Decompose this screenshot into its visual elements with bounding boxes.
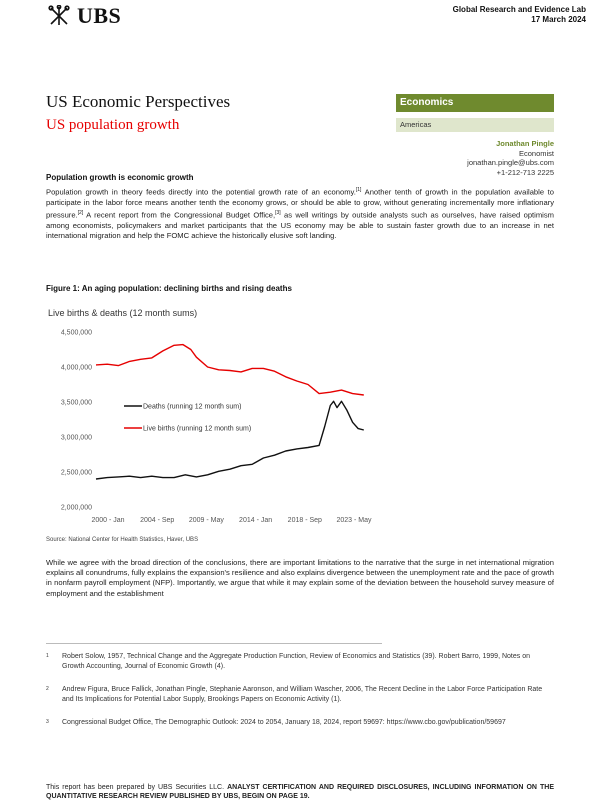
author-phone: +1-212-713 2225 [496,167,554,177]
para1-text-d: as well writings by outside analysts such as ourselves, have raised optimism among economists, policymakers and market participants that the US economy may be able to sustain faster growth due to an increase in net international migration and help the FOMC achieve the historically elusive soft landing. [46,210,554,240]
footer-bold[interactable]: ANALYST CERTIFICATION AND REQUIRED DISCLOSURES, INCLUDING INFORMATION ON THE QUANTITATIVE RESEARCH REVIEW PUBLISHED BY UBS, BEGIN ON PAGE 19. [46,784,554,800]
author-block [467,139,554,177]
x-tick-label: 2018 - Sep [287,517,322,524]
report-title: US Economic Perspectives [46,92,231,111]
deaths-legend-label: Deaths (running 12 month sum) [143,403,242,411]
footnote-text: Robert Solow, 1957, Technical Change and the Aggregate Production Function, Review of Economics and Statistics (39). Robert Barro, 1999, Notes on Growth Accounting, Journal of Economic Growth (4). [62,653,530,670]
footnote-ref-3[interactable]: [3] [275,209,281,216]
figure-source: Source: National Center for Health Statistics, Haver, UBS [46,537,199,543]
x-tick-label: 2014 - Jan [239,517,273,524]
x-tick-label: 2004 - Sep [140,517,175,524]
chart-title: Live births & deaths (12 month sums) [48,308,198,318]
births-legend-label: Live births (running 12 month sum) [143,425,252,433]
author-email[interactable]: jonathan.pingle@ubs.com [467,158,554,167]
footnote-ref-1[interactable]: [1] [355,187,362,193]
footer-plain: This report has been prepared by UBS Securities LLC. [46,784,228,791]
para1-text-b: Another tenth of growth in the population available to participate in the labor force means another tenth the economy grows, or should be able to grow, without generating incrementally more inflationary pressure. [46,187,554,220]
author-name: Jonathan Pingle [496,139,554,148]
y-tick-label: 4,000,000 [60,364,92,372]
lab-name: Global Research and Evidence Lab [452,5,586,14]
y-tick-label: 3,000,000 [60,434,92,442]
brand-name: UBS [77,3,122,28]
report-header [453,5,586,25]
footnote-ref-2[interactable]: [2] [77,209,84,216]
x-tick-label: 2023 - May [336,517,372,524]
y-tick-label: 3,500,000 [60,399,92,407]
footnote-text[interactable]: Congressional Budget Office, The Demographic Outlook: 2024 to 2054, January 18, 2024, report 59697: https://www.cbo.gov/publication/59697 [62,719,506,726]
paragraph-1 [46,185,554,241]
x-tick-label: 2000 - Jan [91,517,125,524]
footnote-1 [46,652,554,671]
footnote-divider [46,643,382,644]
report-subtitle: US population growth [46,117,180,133]
x-tick-label: 2009 - May [188,517,224,524]
report-date: 17 March 2024 [531,15,586,24]
births-deaths-chart [46,302,376,530]
para1-text-c: A recent report from the Congressional Budget Office, [83,210,276,220]
disclosure-footer [46,783,554,801]
y-tick-label: 2,000,000 [60,504,92,512]
footnote-number: 1 [46,653,49,659]
ubs-keys-icon [46,5,72,27]
footnote-text: Andrew Figura, Bruce Fallick, Jonathan Pingle, Stephanie Aaronson, and William Wascher, 2006, The Recent Decline in the Labor Force Participation Rate and Its Implications for Potential Labor Supply, Brookings Papers on Economic Activity (1). [62,686,543,703]
y-tick-label: 2,500,000 [60,469,92,477]
paragraph-2: While we agree with the broad direction of the conclusions, there are important limitations to the narrative that the surge in net international migration explains all conundrums, fully explains the expansion's resilience and also explains divergence between the unemployment rate and the pace of growth in nonfarm payroll employment (NFP). Importantly, we argue that while it may explain some of the deviation between the household survey measure of employment and the establishment [46,558,555,598]
figure-title: Figure 1: An aging population: declining births and rising deaths [46,284,292,293]
region-bar: Americas [396,118,554,132]
births-series-line [96,345,364,395]
deaths-series-line [96,401,364,479]
footnote-3 [46,718,554,728]
footnote-number: 3 [46,719,49,725]
ubs-logo [46,3,121,29]
para1-text-a: Population growth in theory feeds directly into the potential growth rate of an economy. [46,187,356,197]
y-tick-label: 4,500,000 [60,329,92,337]
footnote-2 [46,685,554,704]
footnote-number: 2 [46,686,49,692]
category-bar: Economics [396,94,554,112]
author-role: Economist [518,148,554,158]
section-heading: Population growth is economic growth [46,173,194,182]
